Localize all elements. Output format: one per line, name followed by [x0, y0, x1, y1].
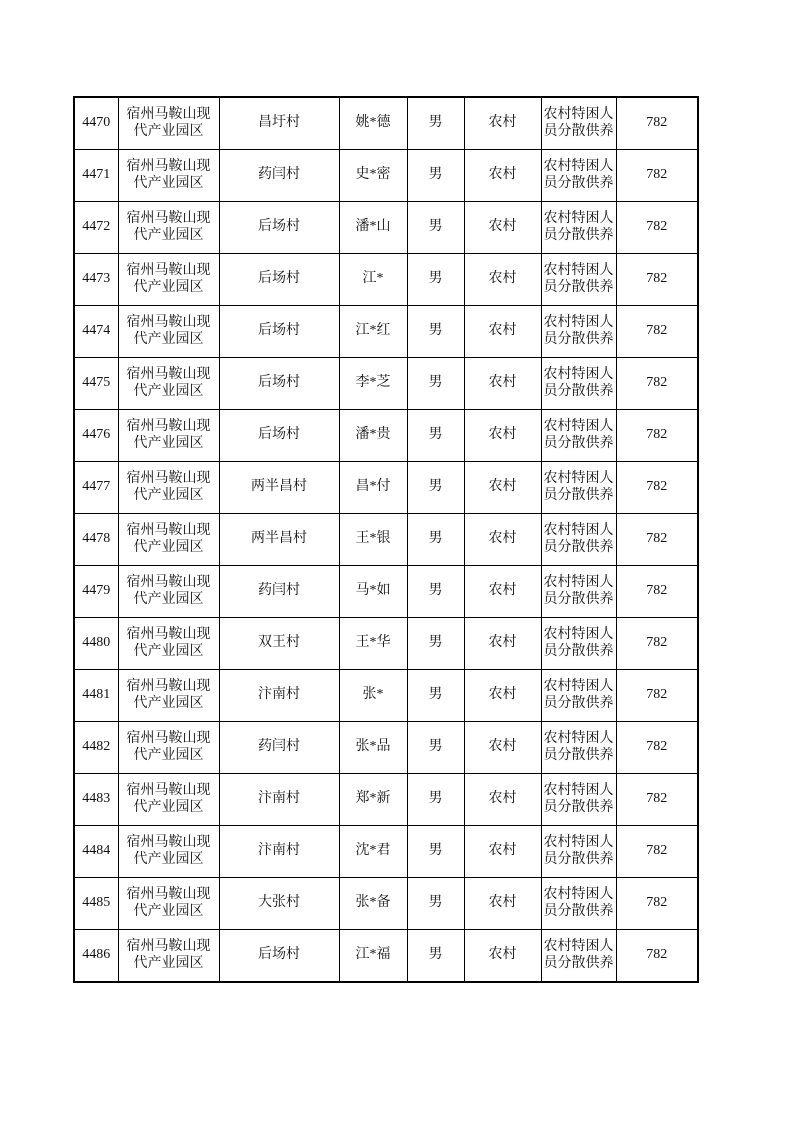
cell-amount: 782 [616, 202, 698, 254]
cell-category: 农村特困人员分散供养 [541, 358, 616, 410]
cell-residence: 农村 [464, 826, 541, 878]
table-row [74, 150, 698, 202]
cell-name: 江* [339, 254, 407, 306]
cell-amount: 782 [616, 930, 698, 983]
cell-district: 宿州马鞍山现代产业园区 [118, 358, 219, 410]
table-row [74, 566, 698, 618]
cell-district: 宿州马鞍山现代产业园区 [118, 254, 219, 306]
cell-village: 后场村 [219, 930, 339, 983]
cell-category: 农村特困人员分散供养 [541, 878, 616, 930]
cell-name: 潘*贵 [339, 410, 407, 462]
cell-amount: 782 [616, 878, 698, 930]
cell-residence: 农村 [464, 514, 541, 566]
cell-district: 宿州马鞍山现代产业园区 [118, 826, 219, 878]
cell-residence: 农村 [464, 618, 541, 670]
cell-serial: 4475 [74, 358, 118, 410]
cell-district: 宿州马鞍山现代产业园区 [118, 410, 219, 462]
cell-name: 张*备 [339, 878, 407, 930]
cell-name: 江*福 [339, 930, 407, 983]
table-row [74, 358, 698, 410]
table-row [74, 306, 698, 358]
cell-name: 昌*付 [339, 462, 407, 514]
cell-serial: 4471 [74, 150, 118, 202]
cell-district: 宿州马鞍山现代产业园区 [118, 930, 219, 983]
cell-village: 后场村 [219, 202, 339, 254]
cell-category: 农村特困人员分散供养 [541, 150, 616, 202]
table-row [74, 410, 698, 462]
cell-name: 潘*山 [339, 202, 407, 254]
cell-serial: 4478 [74, 514, 118, 566]
cell-name: 沈*君 [339, 826, 407, 878]
cell-category: 农村特困人员分散供养 [541, 462, 616, 514]
cell-residence: 农村 [464, 202, 541, 254]
cell-serial: 4484 [74, 826, 118, 878]
cell-gender: 男 [407, 722, 464, 774]
cell-village: 双王村 [219, 618, 339, 670]
table-row [74, 97, 698, 150]
cell-village: 后场村 [219, 254, 339, 306]
cell-gender: 男 [407, 618, 464, 670]
cell-name: 王*银 [339, 514, 407, 566]
cell-village: 药闫村 [219, 722, 339, 774]
cell-village: 后场村 [219, 410, 339, 462]
cell-residence: 农村 [464, 410, 541, 462]
cell-district: 宿州马鞍山现代产业园区 [118, 878, 219, 930]
cell-amount: 782 [616, 410, 698, 462]
cell-gender: 男 [407, 150, 464, 202]
cell-gender: 男 [407, 670, 464, 722]
cell-residence: 农村 [464, 930, 541, 983]
cell-gender: 男 [407, 826, 464, 878]
cell-amount: 782 [616, 566, 698, 618]
cell-gender: 男 [407, 930, 464, 983]
cell-serial: 4477 [74, 462, 118, 514]
cell-village: 药闫村 [219, 566, 339, 618]
cell-gender: 男 [407, 97, 464, 150]
cell-village: 大张村 [219, 878, 339, 930]
table-body [74, 97, 698, 982]
cell-village: 汴南村 [219, 774, 339, 826]
cell-village: 两半昌村 [219, 462, 339, 514]
cell-amount: 782 [616, 358, 698, 410]
cell-serial: 4485 [74, 878, 118, 930]
cell-serial: 4486 [74, 930, 118, 983]
cell-district: 宿州马鞍山现代产业园区 [118, 722, 219, 774]
cell-name: 姚*德 [339, 97, 407, 150]
cell-serial: 4479 [74, 566, 118, 618]
cell-gender: 男 [407, 306, 464, 358]
table-row [74, 722, 698, 774]
table-row [74, 826, 698, 878]
cell-village: 昌圩村 [219, 97, 339, 150]
table-row [74, 774, 698, 826]
cell-village: 后场村 [219, 306, 339, 358]
cell-residence: 农村 [464, 774, 541, 826]
cell-name: 张* [339, 670, 407, 722]
table-row [74, 878, 698, 930]
cell-amount: 782 [616, 774, 698, 826]
cell-amount: 782 [616, 462, 698, 514]
table-row [74, 930, 698, 983]
cell-district: 宿州马鞍山现代产业园区 [118, 462, 219, 514]
cell-district: 宿州马鞍山现代产业园区 [118, 514, 219, 566]
cell-village: 汴南村 [219, 670, 339, 722]
cell-village: 药闫村 [219, 150, 339, 202]
cell-gender: 男 [407, 514, 464, 566]
cell-amount: 782 [616, 254, 698, 306]
cell-district: 宿州马鞍山现代产业园区 [118, 566, 219, 618]
cell-category: 农村特困人员分散供养 [541, 618, 616, 670]
cell-name: 马*如 [339, 566, 407, 618]
table-row [74, 254, 698, 306]
cell-category: 农村特困人员分散供养 [541, 774, 616, 826]
cell-name: 张*品 [339, 722, 407, 774]
table-row [74, 670, 698, 722]
cell-amount: 782 [616, 670, 698, 722]
cell-category: 农村特困人员分散供养 [541, 670, 616, 722]
cell-category: 农村特困人员分散供养 [541, 410, 616, 462]
table-row [74, 618, 698, 670]
cell-gender: 男 [407, 202, 464, 254]
cell-village: 汴南村 [219, 826, 339, 878]
cell-district: 宿州马鞍山现代产业园区 [118, 618, 219, 670]
cell-amount: 782 [616, 618, 698, 670]
cell-gender: 男 [407, 774, 464, 826]
cell-category: 农村特困人员分散供养 [541, 514, 616, 566]
cell-residence: 农村 [464, 878, 541, 930]
cell-residence: 农村 [464, 150, 541, 202]
cell-gender: 男 [407, 358, 464, 410]
cell-name: 王*华 [339, 618, 407, 670]
cell-gender: 男 [407, 878, 464, 930]
cell-name: 李*芝 [339, 358, 407, 410]
cell-residence: 农村 [464, 306, 541, 358]
cell-category: 农村特困人员分散供养 [541, 306, 616, 358]
cell-residence: 农村 [464, 566, 541, 618]
cell-serial: 4473 [74, 254, 118, 306]
cell-amount: 782 [616, 826, 698, 878]
cell-gender: 男 [407, 254, 464, 306]
cell-gender: 男 [407, 410, 464, 462]
cell-serial: 4470 [74, 97, 118, 150]
cell-name: 江*红 [339, 306, 407, 358]
cell-serial: 4482 [74, 722, 118, 774]
cell-district: 宿州马鞍山现代产业园区 [118, 202, 219, 254]
cell-serial: 4483 [74, 774, 118, 826]
cell-amount: 782 [616, 722, 698, 774]
cell-residence: 农村 [464, 254, 541, 306]
table-row [74, 462, 698, 514]
cell-gender: 男 [407, 566, 464, 618]
benefit-roster-table [73, 96, 699, 983]
cell-serial: 4476 [74, 410, 118, 462]
cell-name: 郑*新 [339, 774, 407, 826]
cell-residence: 农村 [464, 722, 541, 774]
cell-district: 宿州马鞍山现代产业园区 [118, 97, 219, 150]
cell-district: 宿州马鞍山现代产业园区 [118, 774, 219, 826]
cell-category: 农村特困人员分散供养 [541, 722, 616, 774]
cell-serial: 4480 [74, 618, 118, 670]
cell-serial: 4474 [74, 306, 118, 358]
cell-gender: 男 [407, 462, 464, 514]
cell-residence: 农村 [464, 462, 541, 514]
cell-category: 农村特困人员分散供养 [541, 97, 616, 150]
cell-residence: 农村 [464, 358, 541, 410]
cell-serial: 4481 [74, 670, 118, 722]
cell-village: 两半昌村 [219, 514, 339, 566]
cell-category: 农村特困人员分散供养 [541, 202, 616, 254]
cell-district: 宿州马鞍山现代产业园区 [118, 306, 219, 358]
cell-amount: 782 [616, 150, 698, 202]
cell-category: 农村特困人员分散供养 [541, 826, 616, 878]
cell-category: 农村特困人员分散供养 [541, 254, 616, 306]
cell-category: 农村特困人员分散供养 [541, 930, 616, 983]
table-row [74, 514, 698, 566]
cell-residence: 农村 [464, 97, 541, 150]
cell-amount: 782 [616, 514, 698, 566]
cell-amount: 782 [616, 97, 698, 150]
table-row [74, 202, 698, 254]
cell-residence: 农村 [464, 670, 541, 722]
cell-name: 史*密 [339, 150, 407, 202]
cell-category: 农村特困人员分散供养 [541, 566, 616, 618]
cell-district: 宿州马鞍山现代产业园区 [118, 670, 219, 722]
cell-serial: 4472 [74, 202, 118, 254]
cell-district: 宿州马鞍山现代产业园区 [118, 150, 219, 202]
cell-village: 后场村 [219, 358, 339, 410]
cell-amount: 782 [616, 306, 698, 358]
